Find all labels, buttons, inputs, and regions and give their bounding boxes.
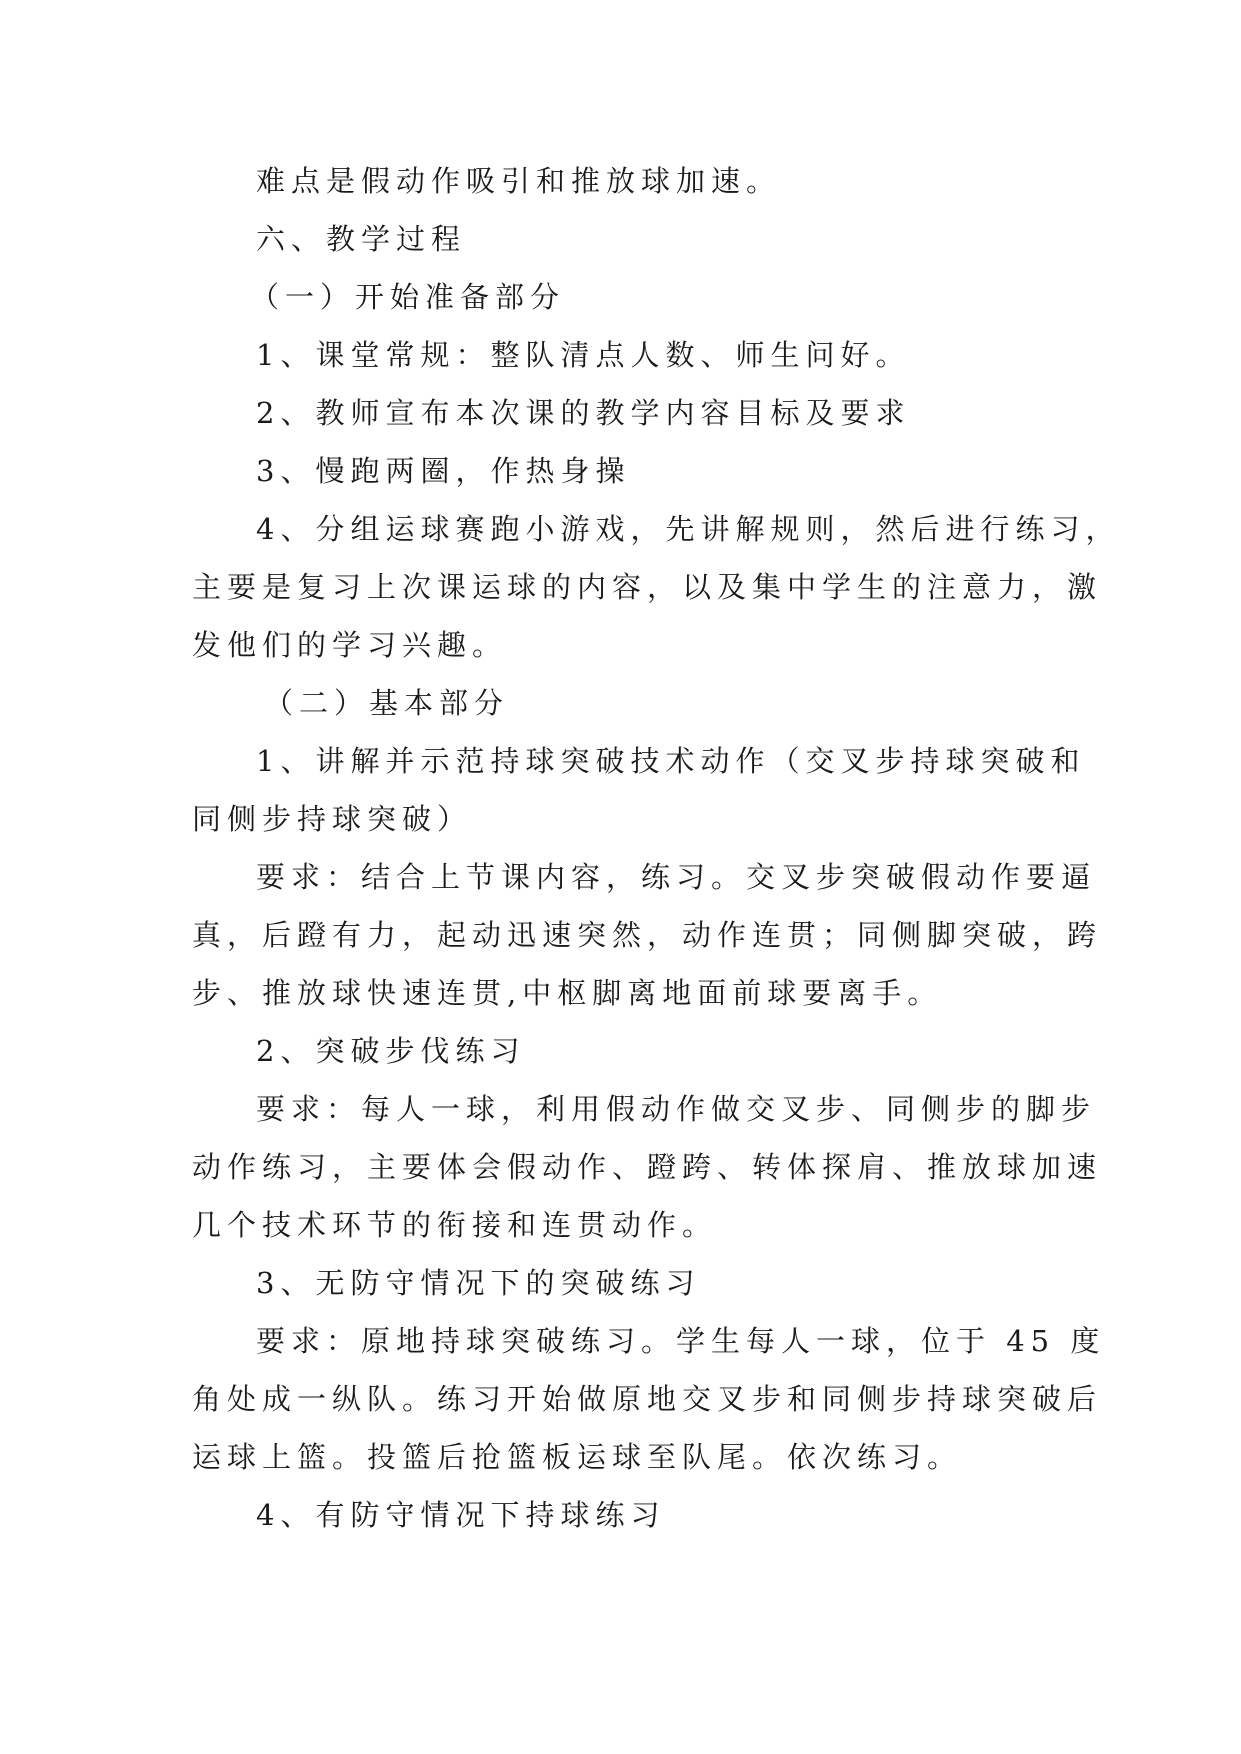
requirement-paragraph: 要求：每人一球，利用假动作做交叉步、同侧步的脚步	[256, 1092, 1097, 1126]
paragraph-line: 同侧步持球突破）	[192, 802, 473, 836]
list-item: 1、课堂常规：整队清点人数、师生问好。	[256, 338, 911, 372]
list-item: 1、讲解并示范持球突破技术动作（交叉步持球突破和	[256, 744, 1086, 778]
paragraph-line: 发他们的学习兴趣。	[192, 628, 508, 662]
list-item: 3、慢跑两圈，作热身操	[256, 454, 631, 488]
paragraph-line: 主要是复习上次课运球的内容，以及集中学生的注意力，激	[192, 570, 1103, 604]
paragraph-line: 角处成一纵队。练习开始做原地交叉步和同侧步持球突破后	[192, 1382, 1103, 1416]
list-item: 2、突破步伐练习	[256, 1034, 526, 1068]
paragraph-line: 动作练习，主要体会假动作、蹬跨、转体探肩、推放球加速	[192, 1150, 1103, 1184]
list-item: 3、无防守情况下的突破练习	[256, 1266, 701, 1300]
document-body	[192, 152, 1121, 1544]
subsection-heading: （二）基本部分	[264, 686, 510, 720]
subsection-heading: （一）开始准备部分	[250, 280, 566, 314]
requirement-paragraph: 要求：结合上节课内容，练习。交叉步突破假动作要逼	[256, 860, 1097, 894]
list-item: 2、教师宣布本次课的教学内容目标及要求	[256, 396, 911, 430]
paragraph-line: 运球上篮。投篮后抢篮板运球至队尾。依次练习。	[192, 1440, 963, 1474]
paragraph-line: 几个技术环节的衔接和连贯动作。	[192, 1208, 718, 1242]
list-item: 4、分组运球赛跑小游戏，先讲解规则，然后进行练习，	[256, 512, 1121, 546]
requirement-paragraph: 要求：原地持球突破练习。学生每人一球，位于 45 度	[256, 1324, 1106, 1358]
section-heading: 六、教学过程	[256, 222, 467, 256]
paragraph-line: 步、推放球快速连贯,中枢脚离地面前球要离手。	[192, 976, 943, 1010]
paragraph-line: 真，后蹬有力，起动迅速突然，动作连贯；同侧脚突破，跨	[192, 918, 1103, 952]
list-item: 4、有防守情况下持球练习	[256, 1498, 666, 1532]
paragraph-line: 难点是假动作吸引和推放球加速。	[256, 164, 782, 198]
